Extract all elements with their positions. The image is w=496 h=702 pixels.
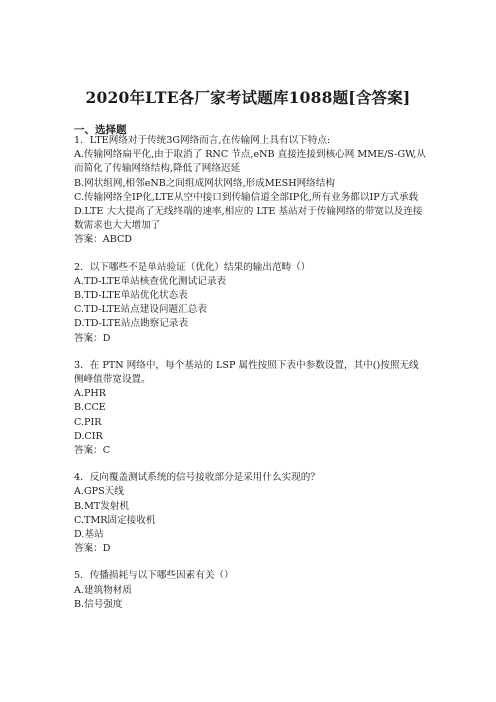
answer-value: C [102, 445, 111, 457]
answer-value: D [102, 332, 111, 344]
option-b: B.CCE [74, 402, 106, 414]
answer-value: ABCD [102, 234, 132, 246]
option-b: B.MT发射机 [74, 500, 130, 512]
option-d: D.CIR [74, 430, 103, 442]
question-stem: 1．LTE网络对于传统3G网络而言,在传输网上具有以下特点: [74, 135, 331, 146]
option-a: A.PHR [74, 388, 107, 400]
section-heading: 一、选择题 [74, 124, 127, 136]
question-2 [74, 261, 426, 346]
option-b: B.TD-LTE单站优化状态表 [74, 290, 188, 302]
answer-label: 答案： [74, 332, 103, 344]
option-a: A.GPS天线 [74, 486, 124, 498]
answer-label: 答案： [74, 234, 103, 246]
option-a: A.TD-LTE单站核查优化测试记录表 [74, 275, 227, 287]
question-1 [74, 134, 426, 248]
option-c: C.PIR [74, 416, 102, 428]
option-b: B.信号强度 [74, 598, 123, 610]
question-5 [74, 569, 426, 612]
option-d: D.基站 [74, 529, 104, 541]
answer-value: D [102, 543, 111, 555]
answer-line [74, 542, 426, 556]
option-c: C.TD-LTE站点建设问题汇总表 [74, 304, 207, 316]
question-stem: 4．反向覆盖测试系统的信号接收部分是采用什么实现的？ [74, 472, 320, 484]
answer-line [74, 444, 426, 458]
option-d: D.TD-LTE站点勘察记录表 [74, 318, 189, 330]
option-c: C.TMR固定接收机 [74, 514, 156, 526]
option-a: A.传输网络扁平化,由于取消了 RNC 节点,eNB 直接连接到核心网 MME/S-GW,从而简化了传输网络结构,降低了网络迟延 [74, 149, 426, 175]
question-4 [74, 471, 426, 556]
question-stem: 2．以下哪些不是单站验证（优化）结果的输出范畴（） [74, 261, 311, 273]
option-d: D.LTE 大大提高了无线终端的速率,相应的 LTE 基站对于传输网络的带宽以及连接数需求也大大增加了 [74, 206, 423, 232]
answer-line [74, 233, 426, 247]
answer-line [74, 332, 426, 346]
question-3 [74, 359, 426, 458]
question-stem: 5．传播损耗与以下哪些因素有关（） [74, 570, 234, 582]
option-a: A.建筑物材质 [74, 584, 132, 596]
option-c: C.传输网络全IP化,LTE从空中接口到传输信道全部IP化,所有业务都以IP方式承载 [74, 191, 419, 203]
answer-label: 答案： [74, 543, 103, 555]
question-list [74, 134, 426, 612]
option-b: B.网状组网,相邻eNB之间组成网状网络,形成MESH网络结构 [74, 177, 335, 189]
answer-label: 答案： [74, 445, 103, 457]
question-stem: 3．在 PTN 网络中，每个基站的 LSP 属性按照下表中参数设置，其中()按照无线侧峰值带宽设置。 [74, 359, 419, 386]
document-title: 2020年LTE各厂家考试题库1088题[含答案] [85, 88, 411, 107]
